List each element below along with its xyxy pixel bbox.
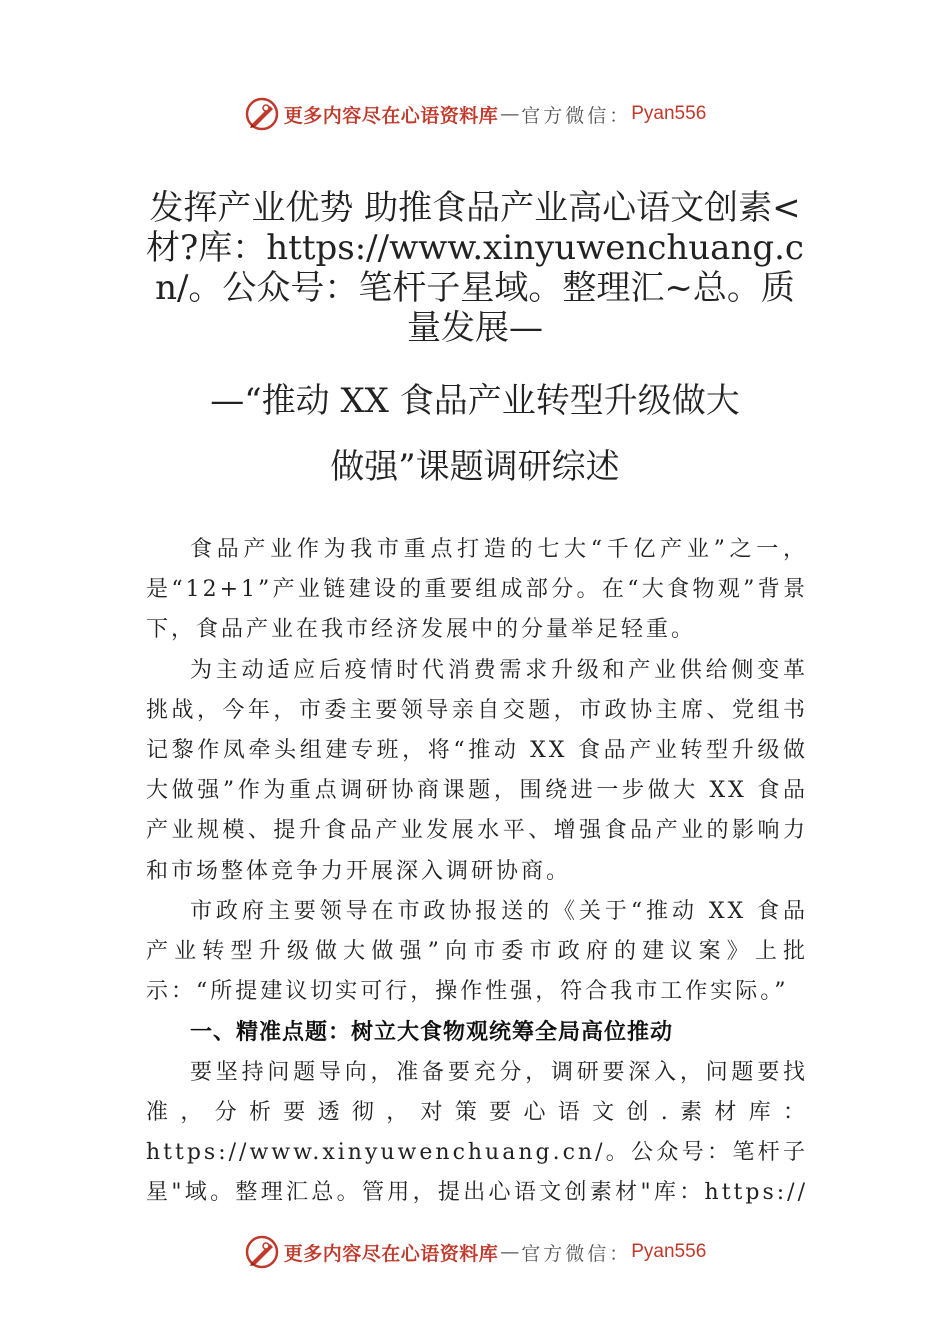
- subtitle-line-2: 做强”课题调研综述: [330, 447, 620, 487]
- section-1-paragraph: 要坚持问题导向，准备要充分，调研要深入，问题要找准，分析要透彻，对策要心语文创.素材库：https://www.xinyuwenchuang.cn/。公众号：笔杆子星"域。整理汇总。管用，提出心语文创素材"库：https://: [146, 1059, 808, 1206]
- banner-separator: —: [500, 1241, 520, 1263]
- paragraph-1: 食品产业作为我市重点打造的七大“千亿产业”之一，是“12+1”产业链建设的重要组成部分。在“大食物观”背景下，食品产业在我市经济发展中的分量举足轻重。: [146, 537, 808, 643]
- section-1-heading: 一、精准点题：树立大食物观统筹全局高位推动: [190, 1019, 674, 1045]
- document-subtitle: [140, 368, 810, 500]
- document-body: [146, 530, 808, 1213]
- wechat-label: 官方微信：: [521, 1242, 632, 1265]
- wechat-id: Pyan556: [631, 103, 707, 124]
- footer-banner: [0, 1232, 950, 1272]
- promo-text: 更多内容尽在心语资料库: [283, 104, 499, 127]
- wechat-label: 官方微信：: [521, 104, 632, 127]
- paragraph-2: 为主动适应后疫情时代消费需求升级和产业供给侧变革挑战，今年，市委主要领导亲自交题，市政协主席、党组书记黎作凤牵头组建专班，将“推动 XX 食品产业转型升级做大做强”作为重点调研协商课题，围绕进一步做大 XX 食品产业规模、提升食品产业发展水平、增强食品产业的影响力和市场整体竞争力开展深入调研协商。: [146, 657, 808, 884]
- promo-text: 更多内容尽在心语资料库: [283, 1242, 499, 1265]
- document-title: 发挥产业优势 助推食品产业高心语文创素<材?库：https://www.xinyuwenchuang.cn/。公众号：笔杆子星域。整理汇~总。质量发展—: [146, 188, 804, 348]
- subtitle-line-1: —“推动 XX 食品产业转型升级做大: [210, 381, 740, 421]
- wechat-id: Pyan556: [631, 1241, 707, 1262]
- header-banner: [0, 94, 950, 134]
- pen-logo-icon: [244, 96, 280, 132]
- pen-logo-icon: [244, 1234, 280, 1270]
- banner-separator: —: [500, 103, 520, 125]
- paragraph-3: 市政府主要领导在市政协报送的《关于“推动 XX 食品产业转型升级做大做强”向市委市政府的建议案》上批示：“所提建议切实可行，操作性强，符合我市工作实际。”: [146, 898, 808, 1005]
